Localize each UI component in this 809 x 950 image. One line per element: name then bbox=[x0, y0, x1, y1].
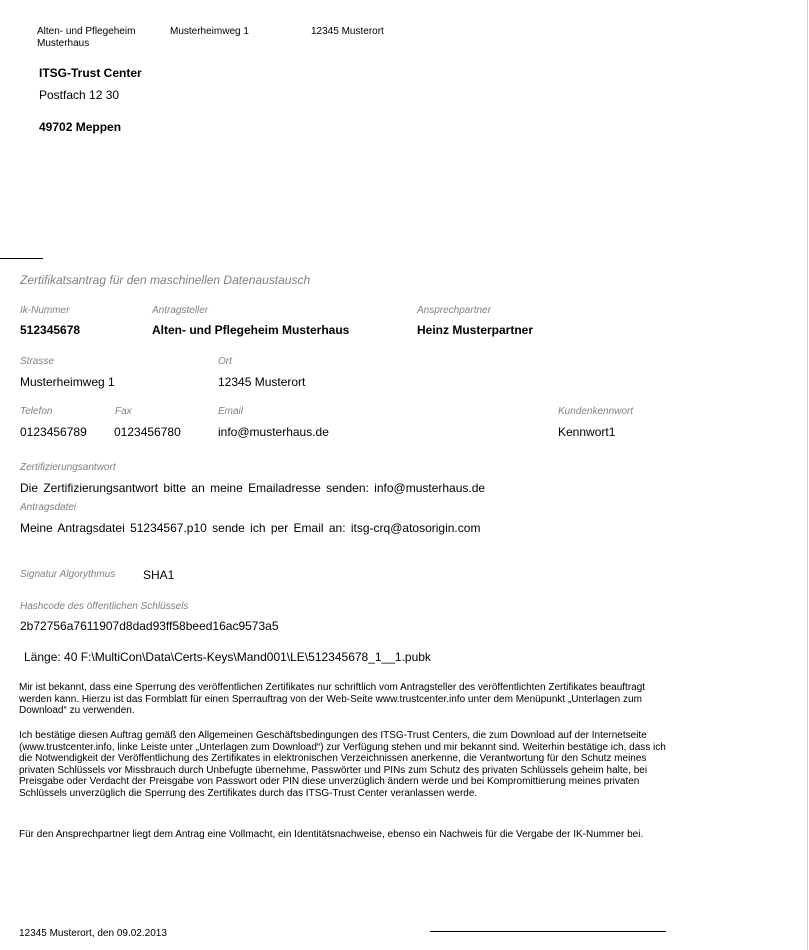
cert-response-value: Die Zertifizierungsantwort bitte an meine Emailadresse senden: info@musterhaus.de bbox=[20, 481, 486, 495]
form-title: Zertifikatsantrag für den maschinellen Datenaustausch bbox=[20, 273, 311, 287]
applicant-value: Alten- und Pflegeheim Musterhaus bbox=[152, 323, 350, 337]
contact-label: Ansprechpartner bbox=[417, 305, 491, 316]
fold-mark bbox=[0, 258, 43, 259]
key-length-path: Länge: 40 F:\MultiCon\Data\Certs-Keys\Mand001\LE\512345678_1__1.pubk bbox=[24, 650, 431, 664]
password-value: Kennwort1 bbox=[558, 425, 616, 439]
phone-value: 0123456789 bbox=[20, 425, 87, 439]
sender-street: Musterheimweg 1 bbox=[170, 26, 249, 37]
signature-algo-label: Signatur Algorythmus bbox=[20, 569, 116, 580]
fax-label: Fax bbox=[115, 406, 132, 417]
street-label: Strasse bbox=[20, 356, 54, 367]
password-label: Kundenkennwort bbox=[558, 406, 634, 417]
page-edge-rule bbox=[807, 0, 808, 950]
request-file-label: Antragsdatei bbox=[20, 502, 77, 513]
paragraph-confirmation: Ich bestätige diesen Auftrag gemäß den Allgemeinen Geschäftsbedingungen des ITSG-Trust Centers, die zum Download auf der Internetseite (www.trustcenter.info, linke Leiste unter „Unterlagen zum Download“) zur Verfügung stehen und mir bekannt sind. Weiterhin bestätige ich, dass ich die Notwendigkeit der Veröffentlichung des Zertifikates in elektronischen Verzeichnissen anerkenne, die Verantwortung für den Schutz meines privaten Schlüssels vor Missbrauch durch Unbefugte übernehme, Passwörter und PINs zum Schutz des privaten Schlüssels geheim halte, bei Preisgabe oder Verdacht der Preisgabe von Passwort oder PIN diese unverzüglich ändern werde und bei Kompromittierung meines privaten Schlüssels unverzüglich die Sperrung des Zertifikates durch das ITSG-Trust Center veranlassen werde. bbox=[19, 730, 666, 799]
hash-label: Hashcode des öffentlichen Schlüssels bbox=[20, 601, 189, 612]
fax-value: 0123456780 bbox=[114, 425, 181, 439]
email-label: Email bbox=[218, 406, 244, 417]
request-file-value: Meine Antragsdatei 51234567.p10 sende ich per Email an: itsg-crq@atosorigin.com bbox=[20, 521, 481, 535]
cert-response-label: Zertifizierungsantwort bbox=[20, 462, 116, 473]
place-date: 12345 Musterort, den 09.02.2013 bbox=[19, 928, 167, 939]
signature-line bbox=[430, 931, 666, 932]
email-value: info@musterhaus.de bbox=[218, 425, 329, 439]
signature-algo-value: SHA1 bbox=[143, 568, 175, 582]
recipient-postbox: Postfach 12 30 bbox=[39, 88, 120, 102]
street-value: Musterheimweg 1 bbox=[20, 375, 115, 389]
paragraph-revocation: Mir ist bekannt, dass eine Sperrung des veröffentlichen Zertifikates nur schriftlich vom Antragsteller des veröffentlichten Zertifikates beauftragt werden kann. Hierzu ist das Formblatt für einen Sperrauftrag von der Web-Seite www.trustcenter.info unter dem Menüpunkt „Unterlagen zum Download“ zu verwenden. bbox=[19, 682, 646, 716]
contact-value: Heinz Musterpartner bbox=[417, 323, 534, 337]
city-label: Ort bbox=[218, 356, 232, 367]
recipient-city: 49702 Meppen bbox=[39, 120, 122, 134]
sender-name: Alten- und Pflegeheim Musterhaus bbox=[37, 26, 136, 49]
applicant-label: Antragsteller bbox=[152, 305, 209, 316]
paragraph-authorization: Für den Ansprechpartner liegt dem Antrag eine Vollmacht, ein Identitätsnachweise, ebenso ein Nachweis für die Vergabe der IK-Nummer bei. bbox=[19, 829, 644, 840]
recipient-name: ITSG-Trust Center bbox=[39, 66, 142, 80]
hash-value: 2b72756a7611907d8dad93ff58beed16ac9573a5 bbox=[20, 619, 279, 633]
ik-value: 512345678 bbox=[20, 323, 81, 337]
ik-label: Ik-Nummer bbox=[20, 305, 70, 316]
phone-label: Telefon bbox=[20, 406, 53, 417]
sender-city: 12345 Musterort bbox=[311, 26, 384, 37]
city-value: 12345 Musterort bbox=[218, 375, 306, 389]
